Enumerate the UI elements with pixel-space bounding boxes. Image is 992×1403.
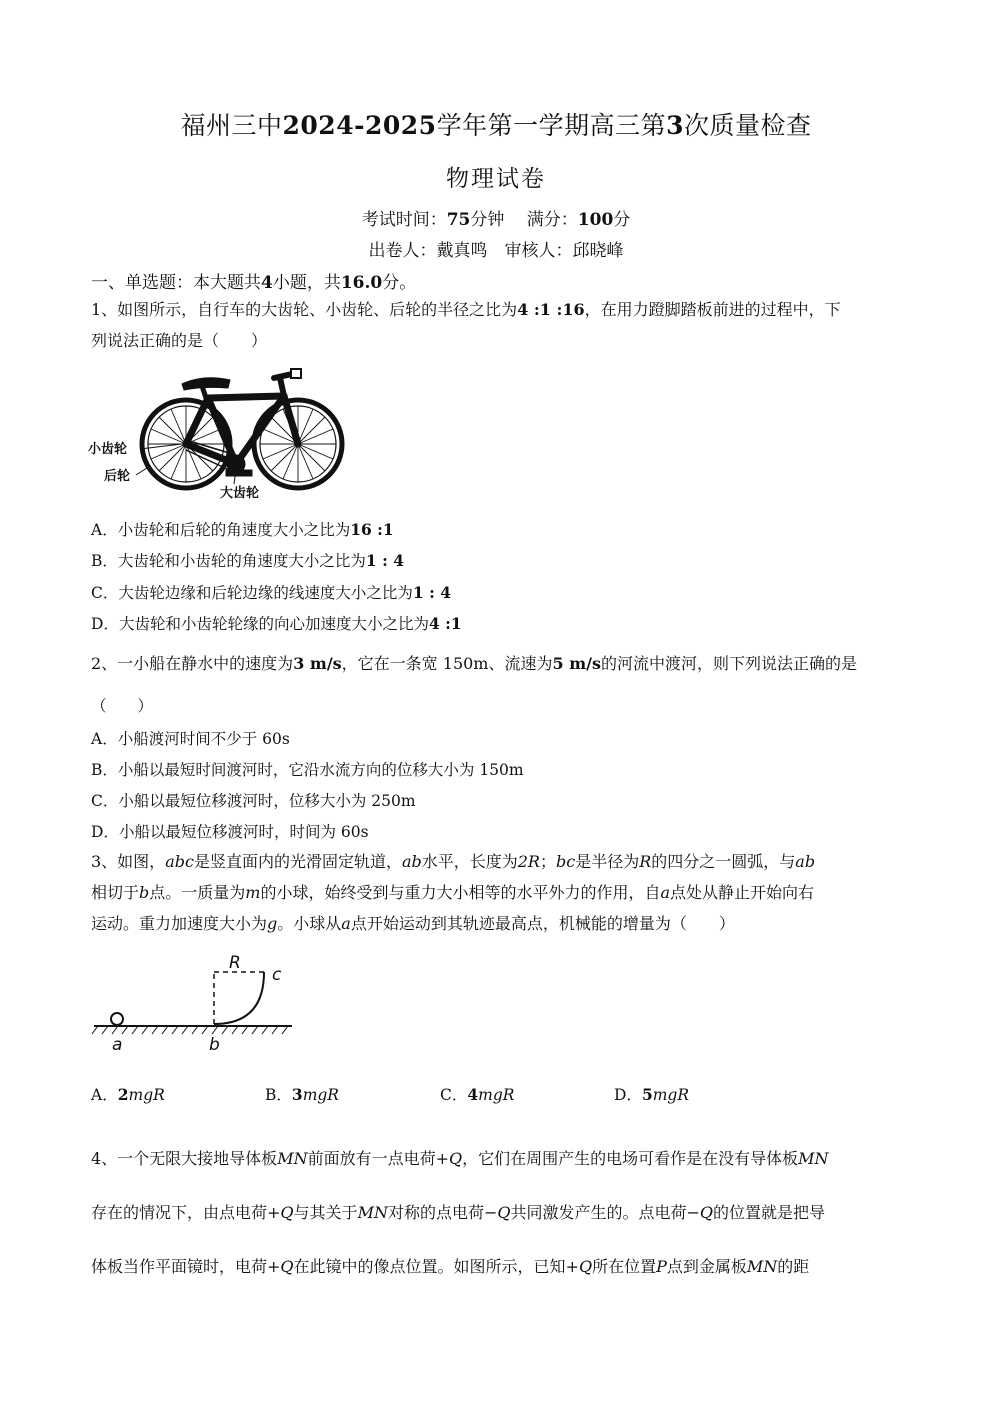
title-school: 福州三中 — [180, 111, 283, 140]
q1-option-c[interactable] — [91, 581, 451, 603]
q3-var: abc — [165, 852, 194, 871]
q3-text: 运动。重力加速度大小为 — [91, 914, 268, 933]
ball — [111, 1013, 123, 1025]
q2-text-end: 的河流中渡河，则下列说法正确的是 — [600, 654, 857, 673]
time-unit: 分钟 — [470, 210, 505, 230]
q2-speed-still: 3 m/s — [293, 654, 342, 673]
q4-text: 的位置就是把导 — [713, 1203, 826, 1222]
option-value: 1 : 4 — [412, 583, 451, 602]
score-unit: 分 — [613, 210, 631, 230]
score-label: 满分： — [526, 210, 578, 230]
q3-option-d[interactable] — [614, 1083, 689, 1105]
q2-option-a[interactable] — [91, 727, 290, 749]
option-coef: 4 — [467, 1085, 479, 1104]
label-b: b — [209, 1035, 220, 1055]
exam-time-score — [0, 205, 992, 230]
q4-var: MN — [798, 1149, 829, 1168]
bicycle-diagram — [88, 366, 353, 501]
handlebar — [274, 374, 292, 378]
q4-text: 对称的点电荷 — [387, 1203, 484, 1222]
title-number: 3 — [666, 111, 684, 140]
q3-option-c[interactable] — [440, 1083, 514, 1105]
saddle — [182, 378, 230, 390]
question-1-line-1 — [91, 294, 911, 325]
option-text: 小船渡河时间不少于 60s — [117, 730, 290, 748]
option-text: 大齿轮和小齿轮的角速度大小之比为 — [117, 552, 366, 570]
q1-option-a[interactable] — [91, 518, 394, 540]
option-letter: A． — [91, 730, 118, 748]
q3-var: R — [639, 852, 652, 871]
q3-text: 。小球从 — [277, 914, 342, 933]
option-letter: D． — [614, 1086, 642, 1104]
ground-hatch — [92, 1026, 288, 1034]
question-1-line-2: 列说法正确的是（ ） — [91, 331, 268, 350]
option-letter: C． — [440, 1086, 468, 1104]
q4-var: MN — [357, 1203, 388, 1222]
title-year: 2024-2025 — [282, 111, 437, 140]
question-3 — [91, 846, 903, 939]
option-letter: A． — [91, 521, 118, 539]
q4-text: 在此镜中的像点位置。如图所示，已知 — [293, 1257, 566, 1276]
q4-var: MN — [746, 1257, 778, 1276]
q4-text: 体板当作平面镜时，电荷 — [91, 1257, 268, 1276]
section-pre: 一、单选题：本大题共 — [91, 273, 261, 293]
rear-wheel-label: 后轮 — [104, 469, 131, 484]
option-text: 大齿轮边缘和后轮边缘的线速度大小之比为 — [118, 584, 413, 602]
question-3-line-1 — [91, 846, 903, 877]
question-2 — [91, 648, 907, 679]
arc-track — [214, 972, 264, 1024]
q1-text: 1、如图所示，自行车的大齿轮、小齿轮、后轮的半径之比为 — [91, 300, 518, 319]
q4-var: MN — [277, 1149, 308, 1168]
option-letter: B． — [265, 1086, 292, 1104]
section-heading — [91, 268, 416, 293]
stem — [280, 378, 284, 396]
q4-var: +Q — [565, 1257, 593, 1276]
option-text: 小齿轮和后轮的角速度大小之比为 — [117, 521, 351, 539]
option-expr: mgR — [302, 1086, 339, 1104]
big-gear-label: 大齿轮 — [220, 486, 260, 501]
option-letter: A． — [91, 1086, 118, 1104]
small-gear-label: 小齿轮 — [88, 442, 128, 457]
q2-text: 2、一小船在静水中的速度为 — [91, 654, 294, 673]
q3-text: 3、如图， — [91, 852, 166, 871]
q1-ratio: 4 :1 :16 — [517, 300, 585, 319]
label-c: c — [272, 965, 282, 985]
time-value: 75 — [446, 210, 471, 230]
q4-text: 点到金属板 — [666, 1257, 747, 1276]
question-4-line-3 — [91, 1240, 903, 1294]
option-letter: C． — [91, 792, 119, 810]
question-3-line-3 — [91, 908, 903, 939]
q4-text: 前面放有一点电荷 — [307, 1149, 436, 1168]
q3-var: bc — [556, 852, 576, 871]
q3-var: ab — [401, 852, 422, 871]
q4-text: 所在位置 — [592, 1257, 657, 1276]
option-letter: C． — [91, 584, 119, 602]
section-points: 16.0 — [340, 273, 383, 293]
q3-text: 的四分之一圆弧，与 — [651, 852, 796, 871]
option-expr: mgR — [128, 1086, 165, 1104]
q4-var: +Q — [267, 1203, 294, 1222]
option-text: 大齿轮和小齿轮轮缘的向心加速度大小之比为 — [118, 615, 429, 633]
q4-var: +Q — [435, 1149, 463, 1168]
option-value: 16 :1 — [350, 520, 394, 539]
q3-var: b — [139, 883, 150, 902]
q4-var: −Q — [483, 1203, 511, 1222]
q3-text: 的小球，始终受到与重力大小相等的水平外力的作用，自 — [260, 883, 661, 902]
q4-text: 4、一个无限大接地导体板 — [91, 1149, 278, 1168]
handlebar-grip — [291, 369, 301, 378]
q3-text: 点处从静止开始向右 — [670, 883, 815, 902]
q2-option-b[interactable] — [91, 758, 524, 780]
q3-var: a — [341, 914, 351, 933]
bicycle-figure — [88, 366, 353, 501]
q1-text-end: ，在用力蹬脚踏板前进的过程中，下 — [584, 300, 841, 319]
q3-option-a[interactable] — [91, 1083, 165, 1105]
question-1 — [91, 294, 911, 356]
option-text: 小船以最短位移渡河时，时间为 60s — [118, 823, 369, 841]
q1-option-b[interactable] — [91, 549, 404, 571]
question-4 — [91, 1132, 903, 1294]
q2-text-mid: ，它在一条宽 150m、流速为 — [341, 654, 553, 673]
q3-text: 水平，长度为 — [421, 852, 518, 871]
option-text: 小船以最短位移渡河时，位移大小为 250m — [118, 792, 416, 810]
track-figure — [92, 948, 297, 1058]
q1-option-d[interactable] — [91, 612, 462, 634]
q4-text: 存在的情况下，由点电荷 — [91, 1203, 268, 1222]
section-mid: 小题，共 — [272, 273, 341, 293]
q2-option-c[interactable] — [91, 789, 416, 811]
time-label: 考试时间： — [361, 210, 447, 230]
label-a: a — [112, 1035, 123, 1055]
q3-var: g — [267, 914, 278, 933]
track-diagram — [92, 948, 297, 1058]
q3-var: m — [245, 883, 261, 902]
option-value: 4 :1 — [428, 614, 462, 633]
title-exam: 次质量检查 — [683, 111, 812, 140]
question-4-line-1 — [91, 1132, 903, 1186]
q3-var: ab — [795, 852, 816, 871]
question-4-line-2 — [91, 1186, 903, 1240]
bicycle-frame — [186, 396, 298, 464]
section-count: 4 — [261, 273, 273, 293]
option-coef: 2 — [117, 1085, 129, 1104]
option-coef: 5 — [641, 1085, 653, 1104]
q2-answer-bracket: （ ） — [91, 697, 154, 715]
q3-text: 是半径为 — [575, 852, 640, 871]
title-term: 学年第一学期高三第 — [436, 111, 667, 140]
q4-var: +Q — [267, 1257, 294, 1276]
option-letter: D． — [91, 615, 119, 633]
question-3-line-2 — [91, 877, 903, 908]
q4-text: 的距 — [777, 1257, 810, 1276]
score-value: 100 — [577, 210, 614, 230]
option-expr: mgR — [478, 1086, 515, 1104]
exam-authors: 出卷人：戴真鸣 审核人：邱晓峰 — [368, 241, 624, 261]
option-text: 小船以最短时间渡河时，它沿水流方向的位移大小为 150m — [117, 761, 524, 779]
question-2-line-1 — [91, 648, 907, 679]
q4-var: P — [656, 1257, 667, 1276]
q3-text: 是竖直面内的光滑固定轨道， — [193, 852, 402, 871]
q2-speed-river: 5 m/s — [552, 654, 601, 673]
exam-title — [0, 106, 992, 142]
q4-var: −Q — [686, 1203, 714, 1222]
q3-text: 相切于 — [91, 883, 140, 902]
exam-subtitle: 物理试卷 — [446, 166, 546, 192]
option-letter: D． — [91, 823, 119, 841]
q2-option-d[interactable] — [91, 820, 369, 842]
q4-text: ，它们在周围产生的电场可看作是在没有导体板 — [462, 1149, 799, 1168]
q4-text: 共同激发产生的。点电荷 — [510, 1203, 687, 1222]
q3-text: 点。一质量为 — [149, 883, 246, 902]
q3-var: a — [660, 883, 671, 902]
q3-option-b[interactable] — [265, 1083, 339, 1105]
q4-text: 与其关于 — [293, 1203, 358, 1222]
option-value: 1 : 4 — [365, 551, 404, 570]
option-letter: B． — [91, 552, 118, 570]
option-letter: B． — [91, 761, 118, 779]
q3-text: 点开始运动到其轨迹最高点，机械能的增量为（ ） — [350, 914, 735, 933]
option-expr: mgR — [652, 1086, 690, 1104]
q3-text: ； — [539, 852, 556, 871]
option-coef: 3 — [291, 1085, 303, 1104]
section-post: 分。 — [382, 273, 417, 293]
label-R: R — [229, 953, 241, 973]
q3-var: 2R — [517, 852, 540, 871]
